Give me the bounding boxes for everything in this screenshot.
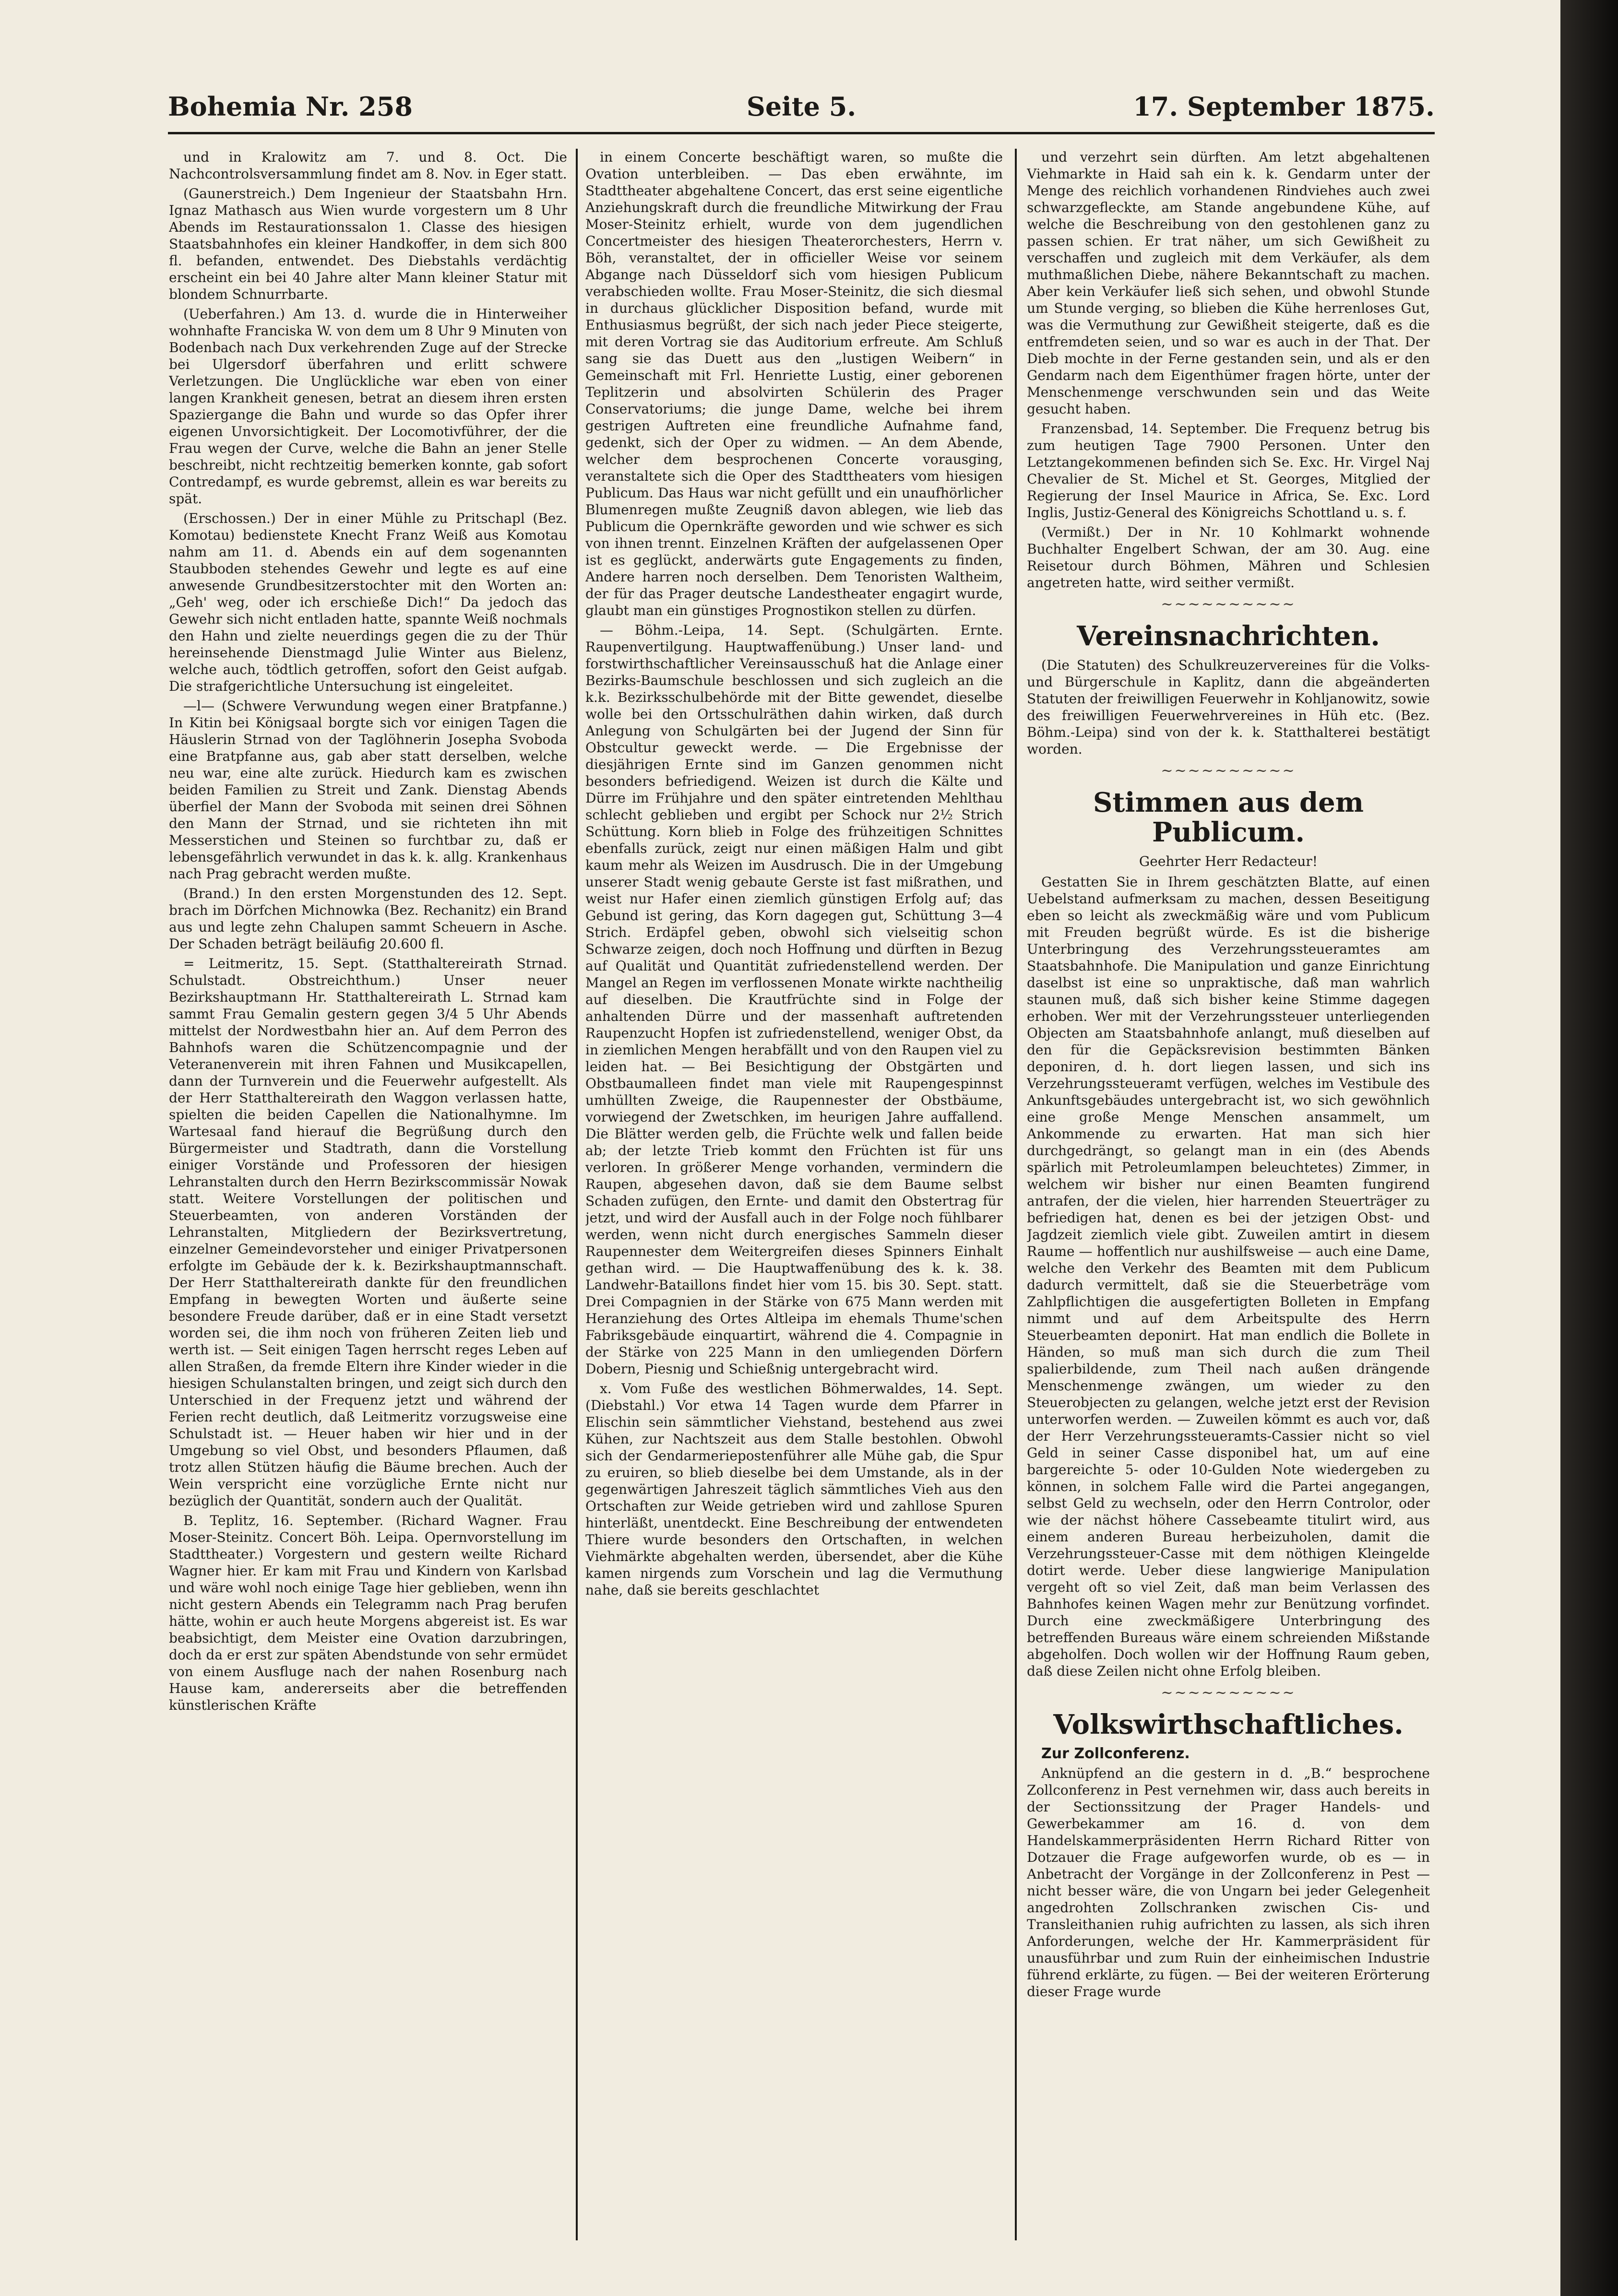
article-vermisst: (Vermißt.) Der in Nr. 10 Kohlmarkt wohnende Buchhalter Engelbert Schwan, der am 30. Aug. eine Reisetour durch Böhmen, Mähren und Schlesien angetreten hatte, wird seither vermißt. — [1027, 524, 1430, 591]
section-heading-volkswirthschaftliches: Volkswirthschaftliches. — [1053, 1709, 1404, 1740]
page-header — [168, 77, 1435, 134]
article-paragraph: in einem Concerte beschäftigt waren, so mußte die Ovation unterbleiben. — Das eben erwähnte, im Stadttheater abgehaltene Concert, das erst seine eigentliche Anziehungskraft durch die freundliche Mitwirkung der Frau Moser-Steinitz erhielt, wurde von dem jugendlichen Concertmeister des hiesigen Theaterorchesters, Herrn v. Böh, veranstaltet, der in officieller Weise vor seinem Abgange nach Düsseldorf sich vom hiesigen Publicum verabschieden wollte. Frau Moser-Steinitz, die sich diesmal in durchaus glücklicher Disposition befand, wurde mit Enthusiasmus begrüßt, der sich nach jeder Piece steigerte, mit deren Vortrag sie das Auditorium erfreute. Am Schluß sang sie das Duett aus den „lustigen Weibern“ in Gemeinschaft mit Frl. Henriette Lustig, einer geborenen Teplitzerin und absolvirten Schülerin des Prager Conservatoriums; die junge Dame, welche bei ihrem gestrigen Auftreten eine freundliche Aufnahme fand, gedenkt, sich der Oper zu widmen. — An dem Abende, welcher dem besprochenen Concerte vorausging, veranstaltete sich die Oper des Stadttheaters vom hiesigen Publicum. Das Haus war nicht gefüllt und ein unaufhörlicher Blumenregen mußte Zeugniß davon ablegen, wie lieb das Publicum die Opernkräfte geworden und wie schwer es sich von ihnen trennt. Einzelnen Kräften der aufgelassenen Oper ist es geglückt, anderwärts gute Engagements zu finden, Andere harren noch derselben. Dem Tenoristen Waltheim, der für das Prager deutsche Landestheater engagirt wurde, glaubt man ein günstiges Prognostikon stellen zu dürfen. — [585, 149, 1003, 618]
masthead-issue: Bohemia Nr. 258 — [168, 91, 413, 122]
header-rule — [168, 132, 1435, 134]
article-subheading: Zur Zollconferenz. — [1041, 1745, 1190, 1762]
column-rule — [1015, 149, 1017, 2240]
section-heading-stimmen: Stimmen aus dem Publicum. — [1093, 787, 1364, 848]
letter-body: Gestatten Sie in Ihrem geschätzten Blatte, auf einen Uebelstand aufmerksam zu machen, dessen Beseitigung eben so leicht als zweckmäßig wäre und vom Publicum mit Freuden begrüßt würde. Es ist die bisherige Unterbringung des Verzehrungssteueramtes am Staatsbahnhofe. Die Manipulation und ganze Einrichtung daselbst ist eine so unpraktische, daß man wahrlich staunen muß, daß sich bisher keine Stimme dagegen erhoben. Wer mit der Verzehrungssteuer unterliegenden Objecten am Staatsbahnhofe anlangt, muß dieselben auf den für die Gepäcksrevision bestimmten Bänken deponiren, d. h. dort liegen lassen, und sich ins Verzehrungssteueramt verfügen, welches im Vestibule des Ankunftsgebäudes untergebracht ist, wo sich gewöhnlich eine große Menge Menschen ansammelt, um Ankommende zu erwarten. Hat man sich hier durchgedrängt, so gelangt man in ein (des Abends spärlich mit Petroleumlampen beleuchtetes) Zimmer, in welchem wir bisher nur einen Beamten fungirend antrafen, der die vielen, hier harrenden Steuerträger zu befriedigen hat, denen es bei der jetzigen Obst- und Jagdzeit ziemlich viele gibt. Zuweilen amtirt in diesem Raume — hoffentlich nur aushilfsweise — auch eine Dame, welche den Verkehr des Beamten mit dem Publicum dadurch vermittelt, daß sie die Steuerbeträge vom Zahlpflichtigen die ausgefertigten Bolleten in Empfang nimmt und auf dem Arbeitspulte des Herrn Steuerbeamten deponirt. Hat man endlich die Bollete in Händen, so muß man sich durch die zum Theil spalierbildende, zum Theil nach außen drängende Menschenmenge zwängen, um wieder zu den Steuerobjecten zu gelangen, welche jetzt erst der Revision unterworfen werden. — Zuweilen kömmt es auch vor, daß der Herr Verzehrungssteueramts-Cassier nicht so viel Geld in seiner Casse disponibel hat, um auf eine bargereichte 5- oder 10-Gulden Note wiedergeben zu können, in solchem Falle wird die Partei angegangen, selbst Geld zu wechseln, oder den Herrn Controlor, oder wie der nächst höhere Cassebeamte titulirt wird, aus einem anderen Bureau herbeizuholen, damit die Verzehrungssteuer-Casse mit dem nöthigen Kleingelde dotirt werde. Ueber diese langwierige Manipulation vergeht oft so viel Zeit, daß man beim Verlassen des Bahnhofes keinen Wagen mehr zur Benützung vorfindet. Durch eine zweckmäßigere Unterbringung des betreffenden Bureaus wäre einem schreienden Mißstande abgeholfen. Doch wollen wir der Hoffnung Raum geben, daß diese Zeilen nicht ohne Erfolg bleiben. — [1027, 874, 1430, 1679]
letter-salutation: Geehrter Herr Redacteur! — [1139, 853, 1318, 869]
article-erschossen: (Erschossen.) Der in einer Mühle zu Pritschapl (Bez. Komotau) bedienstete Knecht Franz Weiß aus Komotau nahm am 11. d. Abends ein auf dem sogenannten Staubboden stehendes Gewehr und legte es auf eine anwesende Grundbesitzerstochter mit den Worten an: „Geh' weg, oder ich erschieße Dich!“ Da jedoch das Gewehr sich nicht entladen hatte, spannte Weiß nochmals den Hahn und zielte neuerdings gegen die zu der Thür hereinsehende Dienstmagd Julie Winter aus Bielenz, welche auch, tödtlich getroffen, sofort den Geist aufgab. Die strafgerichtliche Untersuchung ist eingeleitet. — [169, 510, 567, 694]
article-ueberfahren: (Ueberfahren.) Am 13. d. wurde die in Hinterweiher wohnhafte Franciska W. von dem um 8 Uhr 9 Minuten von Bodenbach nach Dux verkehrenden Zuge auf der Strecke bei Ulgersdorf überfahren und erlitt schwere Verletzungen. Die Unglückliche war eben von einer langen Krankheit genesen, betrat an diesem ihren ersten Spaziergange die Bahn und wurde so das Opfer ihrer eigenen Unvorsichtigkeit. Der Locomotivführer, der die Frau wegen der Curve, welche die Bahn an jener Stelle beschreibt, nicht rechtzeitig bemerken konnte, gab sofort Contredampf, es wurde gebremst, allein es war bereits zu spät. — [169, 306, 567, 507]
page-number: Seite 5. — [746, 91, 857, 122]
article-paragraph: und in Kralowitz am 7. und 8. Oct. Die Nachcontrolsversammlung findet am 8. Nov. in Eger statt. — [169, 149, 567, 182]
article-statuten: (Die Statuten) des Schulkreuzervereines für die Volks- und Bürgerschule in Kaplitz, dann die abgeänderten Statuten der freiwilligen Feuerwehr in Kohljanowitz, sowie des freiwilligen Feuerwehrvereines in Hüh etc. (Bez. Böhm.-Leipa) sind von der k. k. Statthalterei bestätigt worden. — [1027, 657, 1430, 757]
section-divider: ~~~~~~~~~~ — [1161, 762, 1296, 779]
article-verwundung: —l— (Schwere Verwundung wegen einer Bratpfanne.) In Kitin bei Königsaal borgte sich vor einigen Tagen die Häuslerin Strnad von der Taglöhnerin Josepha Svoboda eine Bratpfanne aus, gab aber statt derselben, welche neu war, eine alte zurück. Hiedurch kam es zwischen beiden Familien zu Streit und Zank. Dienstag Abends überfiel der Mann der Svoboda mit seinen drei Söhnen den Mann der Strnad, und sie richteten ihn mit Messerstichen und Steinen so furchtbar zu, daß er lebensgefährlich verwundet in das k. k. allg. Krankenhaus nach Prag gebracht werden mußte. — [169, 698, 567, 882]
section-divider: ~~~~~~~~~~ — [1161, 596, 1296, 613]
article-boehm-leipa: — Böhm.-Leipa, 14. Sept. (Schulgärten. Ernte. Raupenvertilgung. Hauptwaffenübung.) Unser land- und forstwirthschaftlicher Vereinsausschuß hat die Anlage einer Bezirks-Baumschule beschlossen und sich zugleich an die k.k. Bezirksschulbehörde mit der Bitte gewendet, dieselbe wolle bei den Ortsschulräthen dahin wirken, daß durch Anlegung von Schulgärten bei der Jugend der Sinn für Obstcultur geweckt werde. — Die Ergebnisse der diesjährigen Ernte sind im Ganzen genommen nicht besonders befriedigend. Weizen ist durch die Kälte und Dürre im Frühjahre und den später eintretenden Mehlthau schlecht geblieben und ergibt per Schock nur 2½ Strich Schüttung. Korn blieb in Folge des frühzeitigen Schnittes ebenfalls zurück, zeigt nur einen mäßigen Halm und gibt kaum mehr als Weizen im Ausdrusch. Die in der Umgebung unserer Stadt wenig gebaute Gerste ist fast mißrathen, und weist nur Hafer einen ziemlich günstigen Erfolg auf; das Gebund ist gering, das Korn dagegen gut, Schüttung 3—4 Strich. Erdäpfel geben, obwohl sich vielseitig schon Schwarze zeigen, doch noch Hoffnung und dürften in Bezug auf Qualität und Quantität zufriedenstellend werden. Der Mangel an Regen im verflossenen Monate wirkte nachtheilig auf dieselben. Die Krautfrüchte sind in Folge der anhaltenden Dürre und der massenhaft auftretenden Raupenzucht Hopfen ist zufriedenstellend, weniger Obst, da in ziemlichen Mengen herabfällt und von den Raupen viel zu leiden hat. — Bei Besichtigung der Obstgärten und Obstbaumalleen findet man viele mit Raupengespinnst umhüllten Zweige, die Raupennester der Obstbäume, vorwiegend der Zwetschken, im heurigen Jahre auffallend. Die Blätter werden gelb, die Früchte welk und fallen beide ab; der letzte Trieb kommt den Früchten ist für uns verloren. In größerer Menge vorhanden, vermindern die Raupen, abgesehen davon, daß sie dem Baume selbst Schaden zufügen, den Ernte- und damit den Obstertrag für jetzt, und wird der Ausfall auch in der Folge noch fühlbarer werden, wenn nicht durch energisches Sammeln dieser Raupennester dem Weitergreifen dieses Spinners Einhalt gethan wird. — Die Hauptwaffenübung des k. k. 38. Landwehr-Bataillons findet hier vom 15. bis 30. Sept. statt. Drei Compagnien in der Stärke von 675 Mann werden mit Heranziehung des Ortes Altleipa im ehemals Thume'schen Fabriksgebäude einquartirt, während die 4. Compagnie in der Stärke von 225 Mann in den umliegenden Dörfern Dobern, Piesnig und Schießnig untergebracht wird. — [585, 622, 1003, 1377]
article-franzensbad: Franzensbad, 14. September. Die Frequenz betrug bis zum heutigen Tage 7900 Personen. Unter den Letztangekommenen befinden sich Se. Exc. Hr. Virgel Naj Chevalier de St. Michel et St. Georges, Mitglied der Regierung der Insel Maurice in Africa, Se. Exc. Lord Inglis, Justiz-General des Königreichs Schottland u. s. f. — [1027, 421, 1430, 521]
column-3 — [1027, 149, 1430, 2240]
article-teplitz: B. Teplitz, 16. September. (Richard Wagner. Frau Moser-Steinitz. Concert Böh. Leipa. Opernvorstellung im Stadttheater.) Vorgestern und gestern weilte Richard Wagner hier. Er kam mit Frau und Kindern von Karlsbad und wäre wohl noch einige Tage hier geblieben, wenn ihn nicht gestern Abends ein Telegramm nach Prag berufen hätte, wohin er auch heute Morgens abgereist ist. Es war beabsichtigt, dem Meister eine Ovation darzubringen, doch da er erst zur späten Abendstunde von sehr ermüdet von einem Ausfluge nach der nahen Rosenburg nach Hause kam, andererseits aber die betreffenden künstlerischen Kräfte — [169, 1513, 567, 1713]
column-rule — [576, 149, 578, 2240]
article-zollconferenz: Anknüpfend an die gestern in d. „B.“ besprochene Zollconferenz in Pest vernehmen wir, dass auch bereits in der Sectionssitzung der Prager Handels- und Gewerbekammer am 16. d. von dem Handelskammerpräsidenten Herrn Richard Ritter von Dotzauer die Frage aufgeworfen wurde, ob es — in Anbetracht der Vorgänge in der Zollconferenz in Pest — nicht besser wäre, die von Ungarn bei jeder Gelegenheit angedrohten Zollschranken zwischen Cis- und Transleithanien ruhig aufrichten zu lassen, als sich ihren Anforderungen, welche der Hr. Kammerpräsident für unausführbar und zum Ruin der einheimischen Industrie führend erklärte, zu fügen. — Bei der weiteren Erörterung dieser Frage wurde — [1027, 1765, 1430, 2000]
article-leitmeritz: = Leitmeritz, 15. Sept. (Statthaltereirath Strnad. Schulstadt. Obstreichthum.) Unser neuer Bezirkshauptmann Hr. Statthaltereirath L. Strnad kam sammt Frau Gemalin gestern gegen 3/4 5 Uhr Abends mittelst der Nordwestbahn hier an. Auf dem Perron des Bahnhofs waren die Schützencompagnie und der Veteranenverein mit ihren Fahnen und Musikcapellen, dann der Turnverein und die Feuerwehr aufgestellt. Als der Herr Statthaltereirath den Waggon verlassen hatte, spielten die beiden Capellen die Nationalhymne. Im Wartesaal fand hierauf die Begrüßung durch den Bürgermeister und Stadtrath, dann die Vorstellung einiger Vorstände und Professoren der hiesigen Lehranstalten durch den Herrn Bezirkscommissär Nowak statt. Weitere Vorstellungen der politischen und Steuerbeamten, von anderen Vorständen der Lehranstalten, Mitgliedern der Bezirksvertretung, einzelner Gemeindevorsteher und einiger Privatpersonen erfolgte im Gebäude der k. k. Bezirkshauptmannschaft. Der Herr Statthaltereirath dankte für den freundlichen Empfang in bewegten Worten und äußerte seine besondere Freude darüber, daß er in eine Stadt versetzt worden sei, die ihm noch von früheren Zeiten lieb und werth ist. — Seit einigen Tagen herrscht reges Leben auf allen Straßen, da fremde Eltern ihre Kinder wieder in die hiesigen Schulanstalten bringen, und zeigt sich durch den Unterschied in der Frequenz jetzt und während der Ferien recht deutlich, daß Leitmeritz vorzugsweise eine Schulstadt ist. — Heuer haben wir hier und in der Umgebung so viel Obst, und besonders Pflaumen, daß trotz allen Stützen häufig die Bäume brechen. Auch der Wein verspricht eine vorzügliche Ernte nicht nur bezüglich der Quantität, sondern auch der Qualität. — [169, 956, 567, 1509]
issue-date: 17. September 1875. — [1133, 91, 1435, 122]
article-boehmerwald: x. Vom Fuße des westlichen Böhmerwaldes, 14. Sept. (Diebstahl.) Vor etwa 14 Tagen wurde dem Pfarrer in Elischin sein sämmtlicher Viehstand, bestehend aus zwei Kühen, zur Nachtszeit aus dem Stalle bestohlen. Obwohl sich der Gendarmeriepostenführer alle Mühe gab, die Spur zu eruiren, so blieb dieselbe bei dem Umstande, als in der gegenwärtigen Jahreszeit täglich sämmtliches Vieh aus den Ortschaften zur Weide getrieben wird und zahllose Spuren hinterläßt, unentdeckt. Eine Beschreibung der entwendeten Thiere wurde besonders den Ortschaften, in welchen Viehmärkte abgehalten werden, übersendet, aber die Kühe kamen nirgends zum Vorschein und lag die Vermuthung nahe, daß sie bereits geschlachtet — [585, 1381, 1003, 1598]
article-brand: (Brand.) In den ersten Morgenstunden des 12. Sept. brach im Dörfchen Michnowka (Bez. Rechanitz) ein Brand aus und legte zehn Chalupen sammt Scheuern in Asche. Der Schaden beträgt beiläufig 20.600 fl. — [169, 886, 567, 952]
section-heading-vereinsnachrichten: Vereinsnachrichten. — [1077, 620, 1380, 652]
article-paragraph: und verzehrt sein dürften. Am letzt abgehaltenen Viehmarkte in Haid sah ein k. k. Gendarm unter der Menge des reichlich vorhandenen Rindviehes auch zwei schwarzgefleckte, am Stande angebundene Kühe, auf welche die Beschreibung von den gestohlenen ganz zu passen schien. Er trat näher, um sich Gewißheit zu verschaffen und zugleich mit dem Verkäufer, als dem muthmaßlichen Diebe, nähere Bekanntschaft zu machen. Aber kein Verkäufer ließ sich sehen, und obwohl Stunde um Stunde verging, so blieben die Kühe herrenloses Gut, was die Vermuthung zur Gewißheit steigerte, daß es die entfremdeten seien, und so war es auch in der That. Der Dieb mochte in der Ferne gestanden sein, und als er den Gendarm nach dem Eigenthümer fragen hörte, unter der Menschenmenge verschwunden sein und das Weite gesucht haben. — [1027, 149, 1430, 417]
column-1 — [169, 149, 567, 2240]
article-gaunerstreich: (Gaunerstreich.) Dem Ingenieur der Staatsbahn Hrn. Ignaz Mathasch aus Wien wurde vorgestern um 8 Uhr Abends im Restaurationssalon 1. Classe des hiesigen Staatsbahnhofes ein kleiner Handkoffer, in dem sich 800 fl. befanden, entwendet. Des Diebstahls verdächtig erscheint ein bei 40 Jahre alter Mann kleiner Statur mit blondem Schnurrbarte. — [169, 186, 567, 302]
section-divider: ~~~~~~~~~~ — [1161, 1684, 1296, 1701]
column-2 — [585, 149, 1003, 2240]
